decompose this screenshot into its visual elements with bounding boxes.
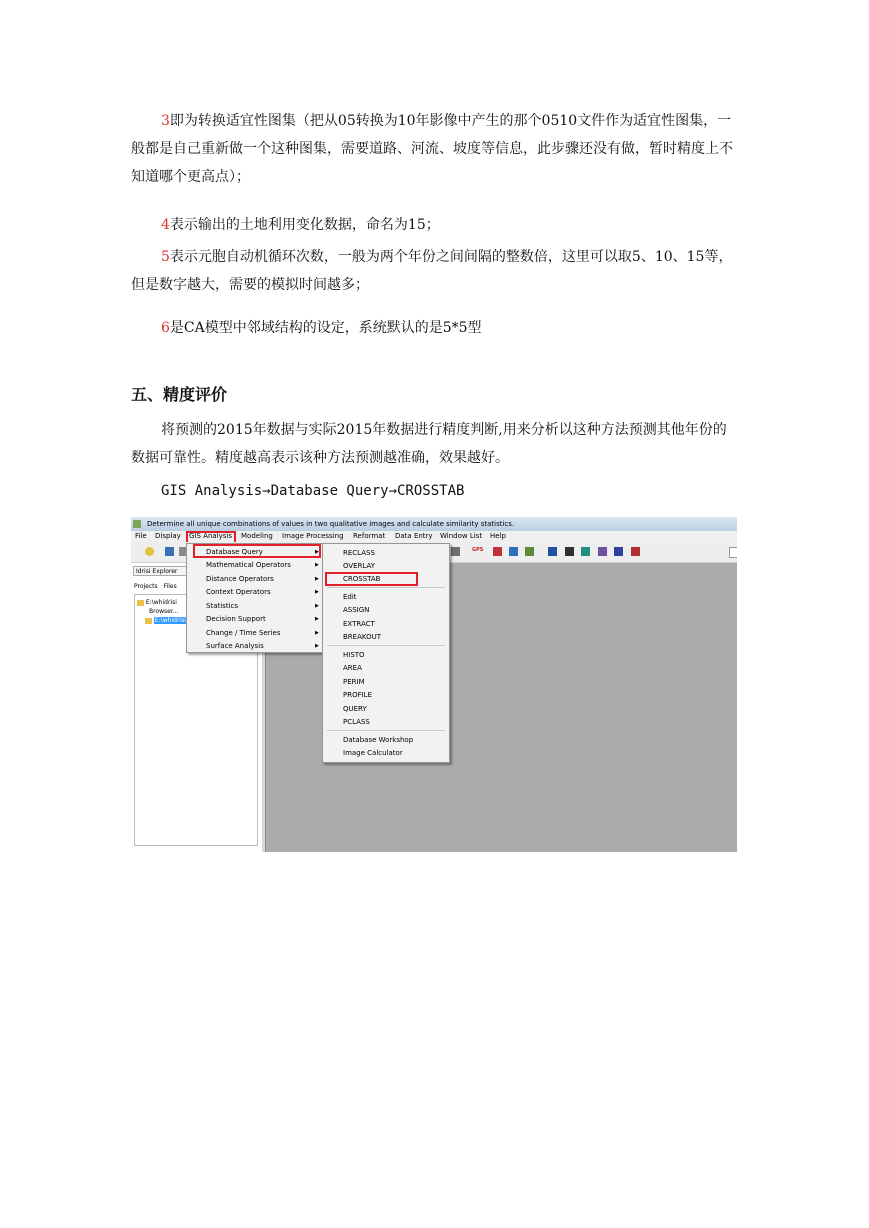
menu-data-entry[interactable]: Data Entry bbox=[395, 532, 433, 540]
menu-item-edit[interactable]: Edit bbox=[343, 593, 357, 601]
menu-item-pclass[interactable]: PCLASS bbox=[343, 718, 370, 726]
table-icon[interactable] bbox=[565, 547, 574, 556]
menu-reformat[interactable]: Reformat bbox=[353, 532, 386, 540]
submenu-arrow-icon: ▶ bbox=[315, 576, 319, 582]
open-icon[interactable] bbox=[145, 547, 154, 556]
app-icon bbox=[133, 520, 141, 528]
menu-item-change-time-series[interactable]: Change / Time Series bbox=[206, 629, 281, 637]
submenu-arrow-icon: ▶ bbox=[315, 616, 319, 622]
step-number: 4 bbox=[161, 217, 170, 233]
field-icon[interactable] bbox=[729, 547, 737, 558]
menu-window-list[interactable]: Window List bbox=[440, 532, 483, 540]
paragraph-text: 表示输出的土地利用变化数据，命名为15； bbox=[169, 217, 440, 233]
tree-item-root[interactable]: E:\whidrisi bbox=[137, 599, 177, 606]
paragraph-text: 表示元胞自动机循环次数，一般为两个年份之间间隔的整数倍，这里可以取5、10、15等，但是数字越大，需要的模拟时间越多； bbox=[131, 249, 733, 293]
paragraph-6 bbox=[131, 314, 739, 342]
step-number: 6 bbox=[161, 320, 170, 336]
grid-icon[interactable] bbox=[581, 547, 590, 556]
highlight-database-query bbox=[193, 544, 321, 558]
explorer-header[interactable]: Idrisi Explorer bbox=[133, 566, 257, 576]
menu-item-image-calculator[interactable]: Image Calculator bbox=[343, 749, 403, 757]
paragraph-5 bbox=[131, 243, 739, 299]
menu-item-profile[interactable]: PROFILE bbox=[343, 691, 373, 699]
surface-icon[interactable] bbox=[509, 547, 518, 556]
histogram-icon[interactable] bbox=[493, 547, 502, 556]
menu-item-surface-analysis[interactable]: Surface Analysis bbox=[206, 642, 264, 650]
window-titlebar bbox=[131, 517, 737, 532]
tab-files[interactable]: Files bbox=[163, 583, 177, 590]
menu-path: GIS Analysis→Database Query→CROSSTAB bbox=[161, 483, 465, 499]
menu-item-decision-support[interactable]: Decision Support bbox=[206, 615, 266, 623]
menu-separator bbox=[327, 730, 445, 731]
legend-icon[interactable] bbox=[614, 547, 623, 556]
menu-item-distance-operators[interactable]: Distance Operators bbox=[206, 575, 274, 583]
menu-item-histo[interactable]: HISTO bbox=[343, 651, 365, 659]
arrow-tool-icon[interactable] bbox=[451, 547, 460, 556]
folder-icon bbox=[137, 600, 144, 606]
menu-item-database-workshop[interactable]: Database Workshop bbox=[343, 736, 414, 744]
menu-item-extract[interactable]: EXTRACT bbox=[343, 620, 375, 628]
menu-gis-analysis[interactable]: GIS Analysis bbox=[189, 532, 232, 540]
display-icon[interactable] bbox=[165, 547, 174, 556]
tree-item-selected[interactable]: E:\whidrisi bbox=[145, 617, 187, 624]
gis-analysis-menu bbox=[186, 543, 324, 653]
menu-item-crosstab[interactable]: CROSSTAB bbox=[343, 575, 381, 583]
menu-help[interactable]: Help bbox=[490, 532, 506, 540]
folder-icon bbox=[145, 618, 152, 624]
step-number: 3 bbox=[161, 113, 170, 129]
chart-icon[interactable] bbox=[598, 547, 607, 556]
menu-item-statistics[interactable]: Statistics bbox=[206, 602, 238, 610]
menu-item-overlay[interactable]: OVERLAY bbox=[343, 562, 376, 570]
paragraph-3 bbox=[131, 107, 739, 191]
menu-modeling[interactable]: Modeling bbox=[241, 532, 273, 540]
menu-file[interactable]: File bbox=[135, 532, 147, 540]
menu-item-reclass[interactable]: RECLASS bbox=[343, 549, 375, 557]
menu-item-perim[interactable]: PERIM bbox=[343, 678, 365, 686]
menu-image-processing[interactable]: Image Processing bbox=[282, 532, 344, 540]
section-heading: 五、精度评价 bbox=[131, 385, 228, 404]
menu-item-area[interactable]: AREA bbox=[343, 664, 362, 672]
submenu-arrow-icon: ▶ bbox=[315, 603, 319, 609]
menu-item-breakout[interactable]: BREAKOUT bbox=[343, 633, 381, 641]
window-icon[interactable] bbox=[548, 547, 557, 556]
section-body: 将预测的2015年数据与实际2015年数据进行精度判断,用来分析以这种方法预测其他年份的数据可靠性。精度越高表示该种方法预测越准确，效果越好。 bbox=[131, 422, 727, 466]
tree-item-browser[interactable]: Browser... bbox=[149, 608, 179, 615]
submenu-arrow-icon: ▶ bbox=[315, 589, 319, 595]
paragraph-4 bbox=[131, 211, 739, 239]
submenu-arrow-icon: ▶ bbox=[315, 643, 319, 649]
paragraph-text: 是CA模型中邻域结构的设定，系统默认的是5*5型 bbox=[169, 320, 482, 336]
menu-item-mathematical-operators[interactable]: Mathematical Operators bbox=[206, 561, 291, 569]
layer-icon[interactable] bbox=[631, 547, 640, 556]
highlight-crosstab bbox=[325, 572, 418, 586]
submenu-arrow-icon: ▶ bbox=[315, 562, 319, 568]
submenu-arrow-icon: ▶ bbox=[315, 549, 319, 555]
menu-item-query[interactable]: QUERY bbox=[343, 705, 367, 713]
menu-item-database-query[interactable]: Database Query bbox=[206, 548, 263, 556]
gps-icon[interactable]: GPS bbox=[472, 547, 484, 553]
menu-item-context-operators[interactable]: Context Operators bbox=[206, 588, 271, 596]
tab-projects[interactable]: Projects bbox=[134, 583, 158, 590]
menu-item-assign[interactable]: ASSIGN bbox=[343, 606, 370, 614]
menu-separator bbox=[327, 587, 445, 588]
paragraph-text: 即为转换适宜性图集（把从05转换为10年影像中产生的那个0510文件作为适宜性图集，一般都是自己重新做一个这种图集，需要道路、河流、坡度等信息，此步骤还没有做，暂时精度上不知道哪个更高点）； bbox=[131, 113, 733, 185]
idrisi-screenshot bbox=[131, 517, 737, 852]
submenu-arrow-icon: ▶ bbox=[315, 630, 319, 636]
explorer-tabs bbox=[134, 583, 177, 590]
menu-separator bbox=[327, 645, 445, 646]
balance-icon[interactable] bbox=[525, 547, 534, 556]
step-number: 5 bbox=[161, 249, 170, 265]
window-title: Determine all unique combinations of values in two qualitative images and calculate similarity statistics. bbox=[147, 520, 515, 528]
menu-display[interactable]: Display bbox=[155, 532, 181, 540]
